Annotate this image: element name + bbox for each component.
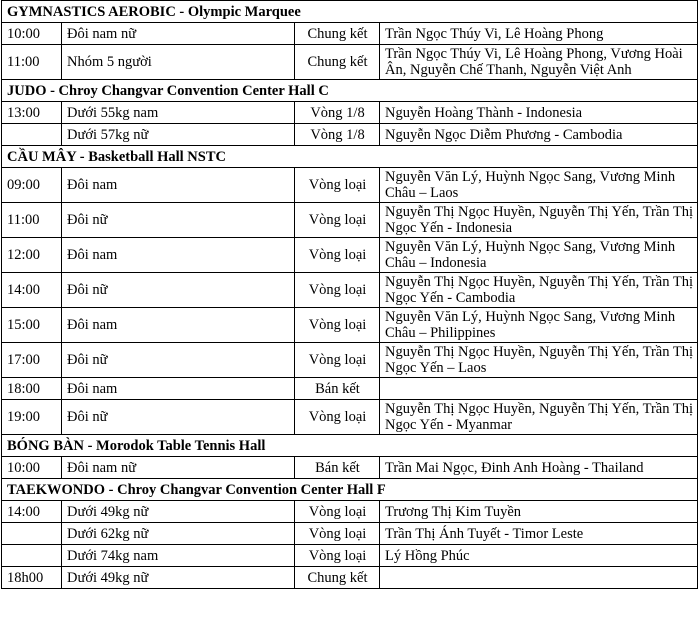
time-cell: 09:00 xyxy=(2,168,62,203)
section-header-row xyxy=(2,80,698,102)
athletes-cell: Nguyễn Thị Ngọc Huyền, Nguyễn Thị Yến, Trần Thị Ngọc Yến – Laos xyxy=(380,343,698,378)
section-title: TAEKWONDO - Chroy Changvar Convention Center Hall F xyxy=(2,479,698,501)
round-cell: Vòng loại xyxy=(295,273,380,308)
athletes-cell xyxy=(380,378,698,400)
section-title: JUDO - Chroy Changvar Convention Center Hall C xyxy=(2,80,698,102)
athletes-cell: Lý Hồng Phúc xyxy=(380,545,698,567)
time-cell: 18h00 xyxy=(2,567,62,589)
table-row xyxy=(2,124,698,146)
event-cell: Đôi nam nữ xyxy=(62,457,295,479)
time-cell: 18:00 xyxy=(2,378,62,400)
table-row xyxy=(2,545,698,567)
event-cell: Đôi nữ xyxy=(62,400,295,435)
round-cell: Vòng loại xyxy=(295,501,380,523)
athletes-cell: Trần Ngọc Thúy Vi, Lê Hoàng Phong xyxy=(380,23,698,45)
time-cell: 14:00 xyxy=(2,273,62,308)
event-cell: Dưới 74kg nam xyxy=(62,545,295,567)
round-cell: Chung kết xyxy=(295,45,380,80)
time-cell: 10:00 xyxy=(2,457,62,479)
round-cell: Vòng 1/8 xyxy=(295,102,380,124)
round-cell: Chung kết xyxy=(295,567,380,589)
table-row xyxy=(2,203,698,238)
event-cell: Đôi nam nữ xyxy=(62,23,295,45)
table-row xyxy=(2,523,698,545)
round-cell: Vòng loại xyxy=(295,168,380,203)
athletes-cell: Nguyễn Văn Lý, Huỳnh Ngọc Sang, Vương Minh Châu – Indonesia xyxy=(380,238,698,273)
athletes-cell: Trần Thị Ánh Tuyết - Timor Leste xyxy=(380,523,698,545)
athletes-cell: Nguyễn Thị Ngọc Huyền, Nguyễn Thị Yến, Trần Thị Ngọc Yến - Myanmar xyxy=(380,400,698,435)
event-cell: Dưới 49kg nữ xyxy=(62,501,295,523)
competition-schedule-table xyxy=(1,0,698,589)
event-cell: Đôi nam xyxy=(62,238,295,273)
section-header-row xyxy=(2,479,698,501)
table-row xyxy=(2,238,698,273)
section-header-row xyxy=(2,146,698,168)
section-header-row xyxy=(2,435,698,457)
section-title: CẦU MÂY - Basketball Hall NSTC xyxy=(2,146,698,168)
athletes-cell: Trần Ngọc Thúy Vi, Lê Hoàng Phong, Vương Hoài Ân, Nguyễn Chế Thanh, Nguyễn Việt Anh xyxy=(380,45,698,80)
table-row xyxy=(2,273,698,308)
event-cell: Dưới 55kg nam xyxy=(62,102,295,124)
round-cell: Vòng loại xyxy=(295,203,380,238)
event-cell: Dưới 62kg nữ xyxy=(62,523,295,545)
table-row xyxy=(2,102,698,124)
time-cell xyxy=(2,545,62,567)
event-cell: Dưới 57kg nữ xyxy=(62,124,295,146)
athletes-cell: Trương Thị Kim Tuyền xyxy=(380,501,698,523)
athletes-cell: Nguyễn Văn Lý, Huỳnh Ngọc Sang, Vương Minh Châu – Laos xyxy=(380,168,698,203)
table-row xyxy=(2,168,698,203)
event-cell: Dưới 49kg nữ xyxy=(62,567,295,589)
time-cell: 11:00 xyxy=(2,45,62,80)
table-row xyxy=(2,23,698,45)
athletes-cell xyxy=(380,567,698,589)
athletes-cell: Trần Mai Ngọc, Đinh Anh Hoàng - Thailand xyxy=(380,457,698,479)
time-cell: 11:00 xyxy=(2,203,62,238)
time-cell: 14:00 xyxy=(2,501,62,523)
round-cell: Vòng loại xyxy=(295,343,380,378)
athletes-cell: Nguyễn Thị Ngọc Huyền, Nguyễn Thị Yến, Trần Thị Ngọc Yến - Indonesia xyxy=(380,203,698,238)
round-cell: Bán kết xyxy=(295,457,380,479)
table-row xyxy=(2,378,698,400)
event-cell: Nhóm 5 người xyxy=(62,45,295,80)
athletes-cell: Nguyễn Thị Ngọc Huyền, Nguyễn Thị Yến, Trần Thị Ngọc Yến - Cambodia xyxy=(380,273,698,308)
time-cell xyxy=(2,124,62,146)
time-cell: 12:00 xyxy=(2,238,62,273)
table-row xyxy=(2,400,698,435)
athletes-cell: Nguyễn Văn Lý, Huỳnh Ngọc Sang, Vương Minh Châu – Philippines xyxy=(380,308,698,343)
table-row xyxy=(2,343,698,378)
round-cell: Chung kết xyxy=(295,23,380,45)
round-cell: Vòng loại xyxy=(295,523,380,545)
round-cell: Vòng loại xyxy=(295,400,380,435)
round-cell: Bán kết xyxy=(295,378,380,400)
table-row xyxy=(2,567,698,589)
time-cell: 17:00 xyxy=(2,343,62,378)
time-cell xyxy=(2,523,62,545)
table-row xyxy=(2,45,698,80)
event-cell: Đôi nữ xyxy=(62,203,295,238)
schedule-body xyxy=(2,1,698,589)
event-cell: Đôi nữ xyxy=(62,273,295,308)
time-cell: 13:00 xyxy=(2,102,62,124)
section-header-row xyxy=(2,1,698,23)
athletes-cell: Nguyễn Ngọc Diễm Phương - Cambodia xyxy=(380,124,698,146)
table-row xyxy=(2,308,698,343)
athletes-cell: Nguyễn Hoàng Thành - Indonesia xyxy=(380,102,698,124)
round-cell: Vòng loại xyxy=(295,238,380,273)
table-row xyxy=(2,457,698,479)
round-cell: Vòng loại xyxy=(295,308,380,343)
section-title: BÓNG BÀN - Morodok Table Tennis Hall xyxy=(2,435,698,457)
event-cell: Đôi nữ xyxy=(62,343,295,378)
round-cell: Vòng 1/8 xyxy=(295,124,380,146)
event-cell: Đôi nam xyxy=(62,168,295,203)
round-cell: Vòng loại xyxy=(295,545,380,567)
section-title: GYMNASTICS AEROBIC - Olympic Marquee xyxy=(2,1,698,23)
event-cell: Đôi nam xyxy=(62,308,295,343)
event-cell: Đôi nam xyxy=(62,378,295,400)
time-cell: 10:00 xyxy=(2,23,62,45)
table-row xyxy=(2,501,698,523)
time-cell: 19:00 xyxy=(2,400,62,435)
time-cell: 15:00 xyxy=(2,308,62,343)
